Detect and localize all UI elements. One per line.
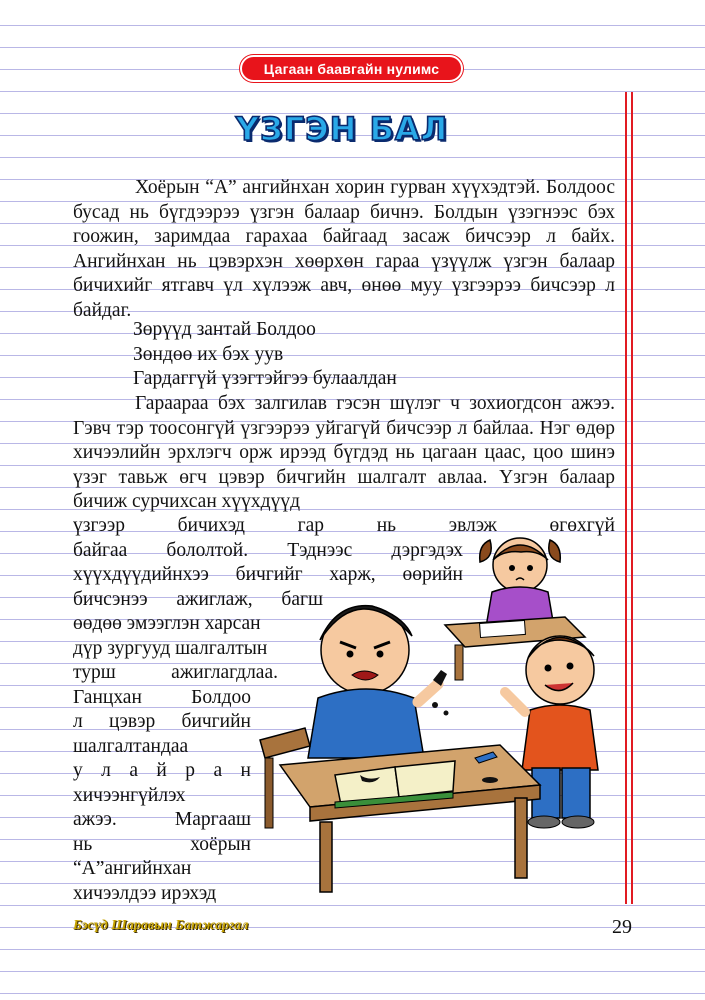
- margin-line: [631, 92, 633, 904]
- story-line: л цэвэр бичгийн: [73, 711, 251, 732]
- book-title-badge: Цагаан баавгайн нулимс: [240, 55, 463, 82]
- girl-figure: [480, 538, 561, 627]
- verse-line: Зөрүүд зантай Болдоо: [133, 319, 316, 340]
- author-name: Бэсүд Шаравын Батжаргал: [73, 918, 249, 933]
- story-paragraph-1: Хоёрын “А” ангийнхан хорин гурван хүүхэдтэй. Болдоос бусад нь бүгдээрээ үзгэн балаар бичнэ. Болдын үзэгнээс бэх гоожин, заримдаа гарахаа байгаад засаж бичсээр л байх. Ангийнхан нь цэвэрхэн хөөрхөн гараа үзүүлж үзгэн балаар бичихийг ятгавч үл хүлээж авч, өнөө муу үзгээрээ бичсээр л байдаг.: [73, 177, 615, 321]
- page-number: 29: [612, 916, 632, 938]
- story-line: ажээ. Маргааш: [73, 809, 251, 830]
- story-line: шалгалтандаа: [73, 736, 189, 757]
- story-paragraph-2: Гараараа бэх залгилав гэсэн шүлэг ч зохиогдсон ажээ. Гэвч тэр тоосонгүй үзгээрээ уйгагүй бичсээр л байлаа. Нэг өдөр хичээлийн эрхлэгч орж ирээд бүгдэд нь цагаан цаас, цоо шинэ үзэг тавьж өгч цэвэр бичгийн шалгалт авлаа. Үзгэн балаар бичиж сурчихсан хүүхдүүд: [73, 393, 615, 512]
- story-line: байгаа бололтой. Тэднээс дэргэдэх: [73, 540, 463, 561]
- story-line: өөдөө эмээглэн харсан: [73, 613, 261, 634]
- story-title: ҮЗГЭН БАЛ: [235, 110, 449, 148]
- story-line: хичээнгүйлэх: [73, 785, 186, 806]
- story-line: хичээлдээ ирэхэд: [73, 883, 217, 904]
- angry-boy-figure: [308, 606, 449, 758]
- story-line: у л а й р а н: [73, 760, 251, 781]
- story-line: үзгээр бичихэд гар нь эвлэж өгөхгүй: [73, 515, 615, 536]
- verse-line: Гардаггүй үзэгтэйгээ булаалдан: [133, 368, 397, 389]
- story-line: турш ажиглагдлаа.: [73, 662, 278, 683]
- classroom-illustration: [240, 530, 630, 900]
- story-line: “А”ангийнхан: [73, 858, 192, 879]
- story-line: Ганцхан Болдоо: [73, 687, 251, 708]
- story-line: хүүхдүүдийнхээ бичгийг харж, өөрийн: [73, 564, 463, 585]
- story-line: нь хоёрын: [73, 834, 251, 855]
- story-line: бичсэнээ ажиглаж, багш: [73, 589, 323, 610]
- front-desk: [280, 745, 540, 892]
- story-line: дүр зургууд шалгалтын: [73, 638, 268, 659]
- verse-line: Зөндөө их бэх уув: [133, 344, 284, 365]
